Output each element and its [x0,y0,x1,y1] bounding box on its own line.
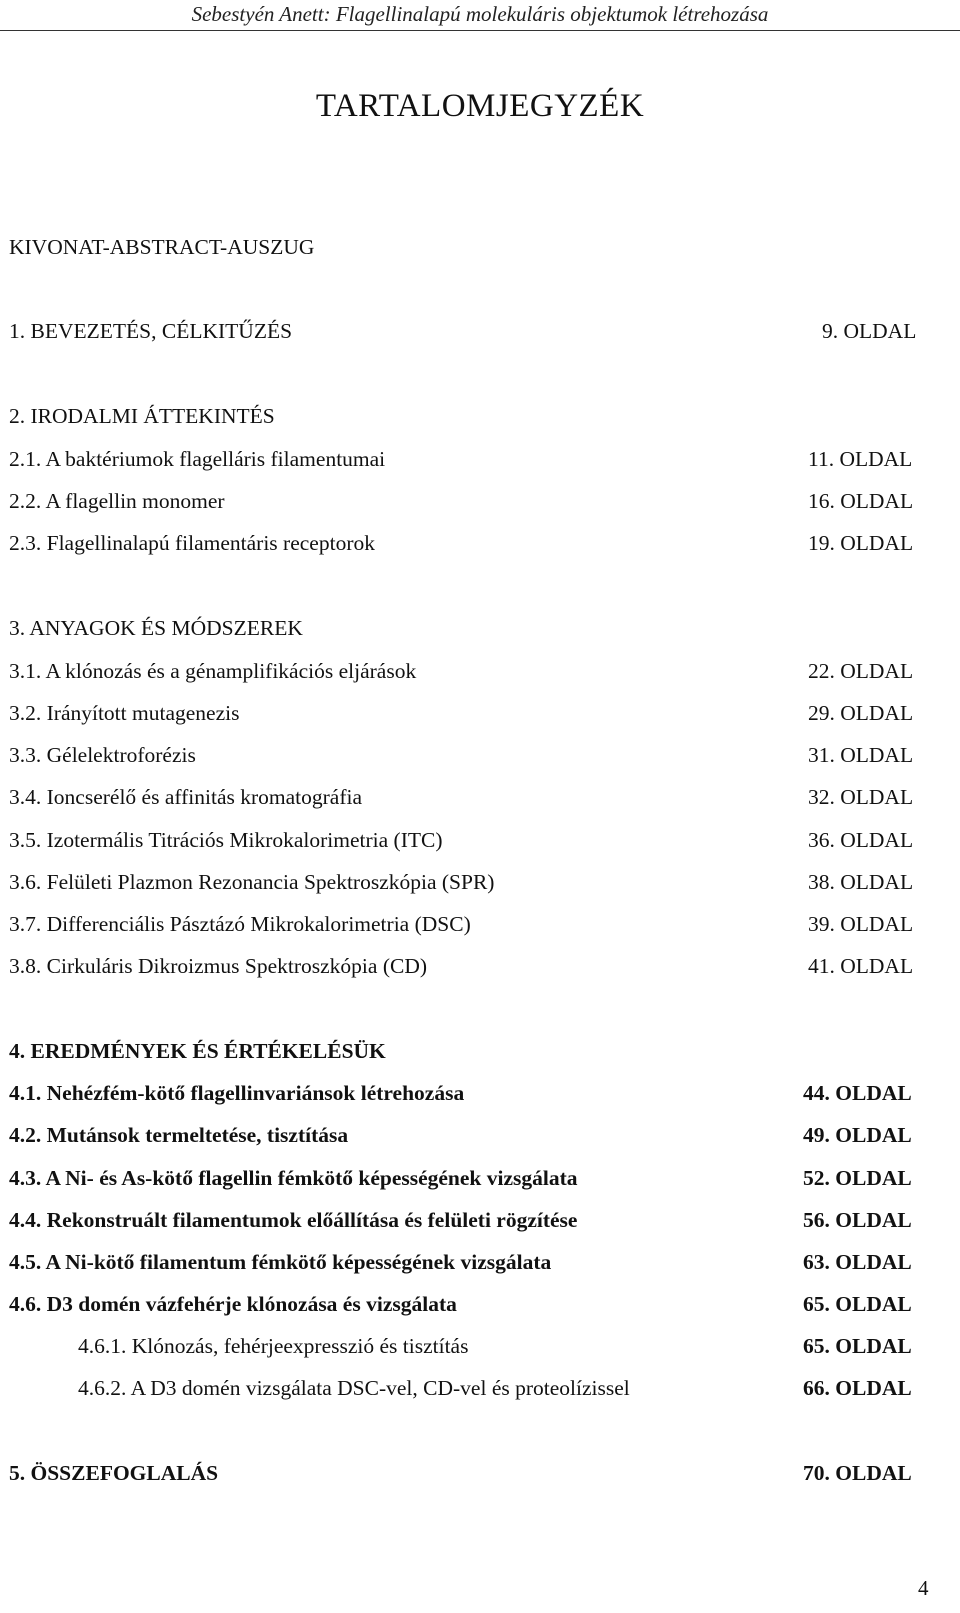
toc-entry-text: 4.1. Nehézfém-kötő flagellinvariánsok létrehozása [9,1081,465,1105]
toc-entry-text: 3.3. Gélelektroforézis [9,743,196,767]
toc-entry-text: 2. IRODALMI ÁTTEKINTÉS [9,404,275,428]
toc-entry-text: 2.2. A flagellin monomer [9,489,225,513]
toc-entry-page: 16. OLDAL [808,489,914,513]
toc-entry-page: 63. OLDAL [803,1250,912,1274]
toc-entry-page: 66. OLDAL [803,1376,912,1400]
toc-entry-page: 70. OLDAL [803,1461,912,1485]
toc-entry-page: 31. OLDAL [808,743,914,767]
toc-entry-page: 32. OLDAL [808,785,914,809]
toc-entry-text: 4.6. D3 domén vázfehérje klónozása és vizsgálata [9,1292,457,1316]
toc-entry-text: 3.6. Felületi Plazmon Rezonancia Spektroszkópia (SPR) [9,870,495,894]
running-header [0,0,960,31]
toc-entry-text: 3.5. Izotermális Titrációs Mikrokalorimetria (ITC) [9,828,443,852]
toc-entry-text: 3.1. A klónozás és a génamplifikációs eljárások [9,659,417,683]
toc-entry-page: 36. OLDAL [808,828,914,852]
toc-entry-text: 4.3. A Ni- és As-kötő flagellin fémkötő képességének vizsgálata [9,1166,578,1190]
toc-entry-page: 65. OLDAL [803,1292,912,1316]
toc-entry-text: 2.3. Flagellinalapú filamentáris receptorok [9,531,375,555]
toc-entry-text: 3.4. Ioncserélő és affinitás kromatográfia [9,785,363,809]
toc-entry-text: 4.2. Mutánsok termeltetése, tisztítása [9,1123,349,1147]
toc-entry-text: 3.7. Differenciális Pásztázó Mikrokalorimetria (DSC) [9,912,471,936]
toc-entry-text: 5. ÖSSZEFOGLALÁS [9,1461,219,1485]
toc-entry-page: 44. OLDAL [803,1081,912,1105]
toc-entry-page: 11. OLDAL [808,447,913,471]
toc-entry-page: 9. OLDAL [822,319,917,343]
toc-entry-page: 65. OLDAL [803,1334,912,1358]
toc-entry-page: 49. OLDAL [803,1123,912,1147]
toc-entry-page: 52. OLDAL [803,1166,912,1190]
toc-entry-page: 41. OLDAL [808,954,914,978]
toc-entry-text: 3.2. Irányított mutagenezis [9,701,240,725]
toc-entry-text: 3.8. Cirkuláris Dikroizmus Spektroszkópia (CD) [9,954,428,978]
toc-entry-text: 4.6.2. A D3 domén vizsgálata DSC-vel, CD-vel és proteolízissel [78,1376,630,1400]
toc-entry-text: 1. BEVEZETÉS, CÉLKITŰZÉS [9,319,293,343]
toc-entry-page: 56. OLDAL [803,1208,912,1232]
toc-entry-text: 2.1. A baktériumok flagelláris filamentumai [9,447,386,471]
running-header-title: Sebestyén Anett: Flagellinalapú molekuláris objektumok létrehozása [191,2,769,26]
toc-entry-text: 4.4. Rekonstruált filamentumok előállítása és felületi rögzítése [9,1208,578,1232]
toc-entry-text: KIVONAT-ABSTRACT-AUSZUG [9,235,315,259]
page-title: TARTALOMJEGYZÉK [315,88,645,124]
toc-entry-text: 3. ANYAGOK ÉS MÓDSZEREK [9,616,303,640]
toc-entry-page: 22. OLDAL [808,659,914,683]
toc-entry-page: 38. OLDAL [808,870,914,894]
toc-entry-text: 4.6.1. Klónozás, fehérjeexpresszió és tisztítás [78,1334,469,1358]
toc-entry-page: 39. OLDAL [808,912,914,936]
page-number: 4 [918,1576,929,1600]
toc-entry-page: 29. OLDAL [808,701,914,725]
toc-entry-text: 4. EREDMÉNYEK ÉS ÉRTÉKELÉSÜK [9,1039,386,1063]
toc-entry-page: 19. OLDAL [808,531,914,555]
toc-entry-text: 4.5. A Ni-kötő filamentum fémkötő képességének vizsgálata [9,1250,552,1274]
